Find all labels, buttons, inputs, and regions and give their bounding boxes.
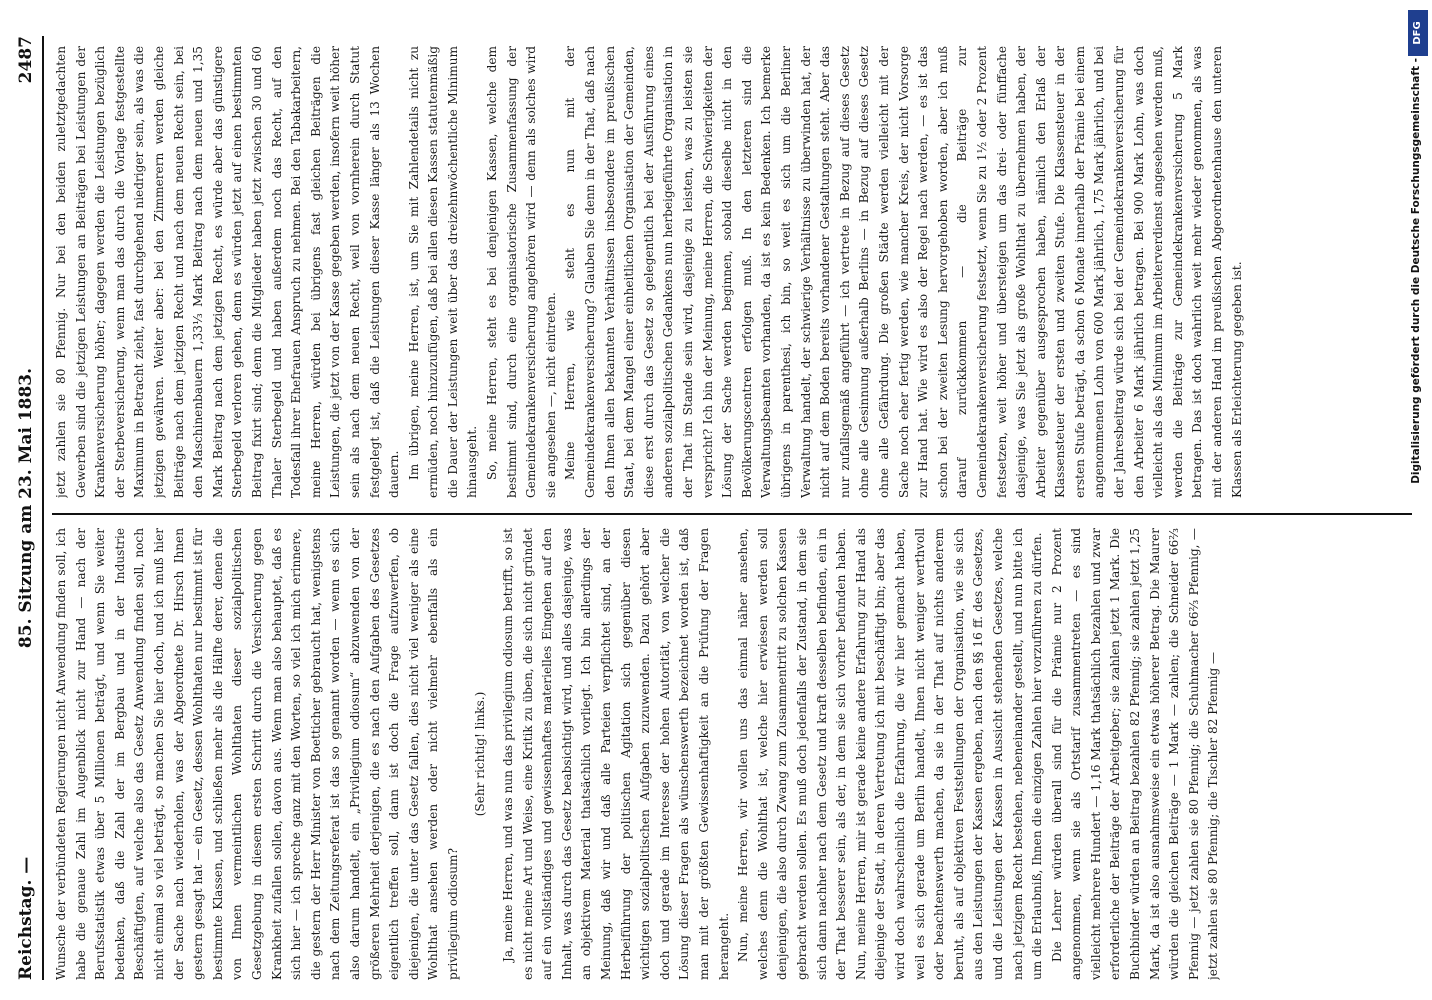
paragraph: Die Lehrer würden überall sind für die Prämie nur 2 Prozent angenommen, wenn sie als Ortstarif zusammentreten — es sind vielleicht mehrere Hundert — 1,16 Mark thatsächlich bezahlen und zwar erforderliche der Beiträge der Arbeitgeber; sie zahlen jetzt 1 Mark. Die Buchbinder würden an Beitrag bezahlen 82 Pfennig; sie zahlen jetzt 1,25 Mark, da ist also ausnahmsweise ein etwas höherer Betrag. Die Maurer würden die gleichen Beiträge — 1 Mark — zahlen; die Schneider 66⅔ Pfennig — jetzt zahlen sie 80 Pfennig; die Schuhmacher 66⅔ Pfennig, — jetzt zahlen sie 80 Pfennig; die Tischler 82 Pfennig —: [1049, 528, 1221, 980]
paragraph: Meine Herren, wie steht es nun mit der Gemeindekrankenversicherung? Glauben Sie denn in der That, daß nach den Ihnen allen bekannten Verhältnissen insbesondere im preußischen Staat, bei dem Mangel einer einheitlichen Organisation der Gemeinden, diese erst durch das Gesetz so gelegentlich bei der Ausführung eines anderen sozialpolitischen Gedankens nun herbeigeführte Organisation in der That im Stande sein wird, dasjenige zu leisten, was zu leisten sie verspricht? Ich bin der Meinung, meine Herren, die Schwierigkeiten der Lösung der Sache werden beginnen, sobald dieselbe nicht in den Bevölkerungscentren erfolgen muß. In den letzteren sind die Verwaltungsbeamten vorhanden, da ist es kein Bedenken. Ich bemerke übrigens in parenthesi, ich bin, so weit es sich um die Berliner Verwaltung handelt, der schwierige Verhältnisse zu überwinden hat, der nicht auf dem Boden bereits vorhandener Gestaltungen steht. Aber das nur zufallsgemäß angeführt — ich vertrete in Bezug auf dieses Gesetz ohne alle Gesinnung außerhalb Berlins — in Bezug auf dieses Gesetz ohne alle Gefährdung. Die großen Städte werden vielleicht mit der Sache noch eher fertig werden, wie mancher Kreis, der nicht Vorsorge zur Hand hat. Wie wird es also der Regel nach werden, — es ist das schon bei der zweiten Lesung hervorgehoben worden, aber ich muß darauf zurückkommen — die Beiträge zur Gemeindekrankenversicherung festsetzt, wenn Sie zu 1½ oder 2 Prozent festsetzen, weit höher und übersteigen um das drei- oder fünffache dasjenige, was Sie jetzt als große Wohlthat zu übernehmen haben, der Arbeiter gegenüber ausgesprochen haben, nämlich den Erlaß der Klassensteuer der ersten und zweiten Stufe. Die Klassensteuer in der ersten Stufe beträgt, da schon 6 Monate innerhalb der Prämie bei einem angenommenen Lohn von 600 Mark jährlich, 1,75 Mark jährlich, und bei der Jahresbeitrag würde sich bei der Gemeindekrankenversicherung für den Arbeiter 6 Mark jährlich betragen. Bei 900 Mark Lohn, was doch vielleicht als das Minimum im Arbeiterverdienst angesehen werden muß, werden die Beiträge zur Gemeindekrankenversicherung 5 Mark betragen. Das ist doch wahrlich weit mehr wieder genommen, als was mit der anderen Hand im preußischen Abgeordnetenhause den unteren Klassen als Erleichterung gegeben ist.: [563, 46, 1244, 498]
dfg-logo: [1408, 10, 1428, 56]
running-title: Reichstag. —: [16, 856, 36, 980]
paragraph: Wunsche der verbündeten Regierungen nicht Anwendung finden soll, ich habe die genaue Zahl im Augenblick nicht zur Hand — nach der Berufsstatistik etwas über 5 Millionen beträgt, und wenn Sie weiter bedenken, daß die Zahl der im Bergbau und in der Industrie Beschäftigten, auf welche also das Gesetz Anwendung finden soll, noch nicht einmal so viel beträgt, so machen Sie hier doch, und ich muß hier der Sache nach wiederholen, was der Abgeordnete Dr. Hirsch Ihnen gestern gesagt hat — ein Gesetz, dessen Wohlthaten nur bestimmt ist für bestimmte Klassen, und schließen mehr als die Hälfte derer, denen die von Ihnen vermeintlichen Wohlthaten dieser sozialpolitischen Gesetzgebung in diesem ersten Schritt durch die Versicherung gegen Krankheit zufallen sollen, davon aus. Wenn man also behauptet, daß es sich hier — ich spreche ganz mit den Worten, so viel ich mich erinnere, die gestern der Herr Minister von Boetticher gebraucht hat, wenigstens nach dem Zeitungsreferat ist das so genannt worden — wenn es sich also darum handelt, ein „Privilegium odiosum“ abzuwenden von der größeren Mehrheit derjenigen, die es nach den Aufgaben des Gesetzes eigentlich treffen soll, dann ist doch die Frage aufzuwerfen, ob diejenigen, die unter das Gesetz fallen, dies nicht viel weniger als eine Wohlthat ansehen werden oder nicht vielmehr ebenfalls als ein privilegium odiosum?: [54, 528, 460, 980]
funding-notice: Digitalisierung gefördert durch die Deutsche Forschungsgemeinschaft -: [1410, 58, 1422, 484]
paragraph: So, meine Herren, steht es bei denjenigen Kassen, welche dem bestimmt sind, durch eine organisatorische Zusammenfassung der Gemeindekrankenversicherung angehören wird — denn als solches wird sie angesehen —, nicht eintreten.: [485, 46, 558, 498]
paragraph: jetzt zahlen sie 80 Pfennig. Nur bei den beiden zuletztgedachten Gewerben sind die jetzigen Leistungen an Beiträgen bei Leistungen der Krankenversicherung höher; dagegen werden die Leistungen bezüglich der Sterbeversicherung, wenn man das durch die Vorlage festgestellte Maximum in Betracht zieht, fast durchgehend niedriger sein, als was die jetzigen gewähren. Weiter aber: bei den Zimmerern werden gleiche Beiträge nach dem jetzigen Recht und nach dem neuen Recht sein, bei den Maschinenbauern 1,33⅓ Mark Beitrag nach dem neuen und 1,35 Mark Beitrag nach dem jetzigen Recht, es würde aber das günstigere Sterbegeld verloren gehen, denn es würden jetzt auf einen bestimmten Beitrag fixirt sind; denn die Mitglieder haben jetzt zwischen 30 und 60 Thaler Sterbegeld und haben außerdem noch das Recht, auf den Todesfall ihrer Ehefrauen Anspruch zu nehmen. Bei den Tabakarbeitern, meine Herren, würden bei übrigens fast gleichen Beiträgen die Leistungen, die jetzt von der Kasse gegeben werden, insofern weit höher sein als nach dem neuen Recht, weil von vornherein durch Statut festgelegt ist, daß die Leistungen dieser Kasse länger als 13 Wochen dauern.: [54, 46, 402, 498]
right-column: [52, 46, 1412, 498]
dfg-logo-text: DFG: [1412, 21, 1423, 45]
interjection: (Sehr richtig! links.): [473, 691, 488, 817]
page-header: [10, 36, 44, 980]
page-number: 2487: [16, 36, 36, 84]
paragraph: Nun, meine Herren, wir wollen uns das einmal näher ansehen, welches denn die Wohlthat ist, welche hier erwiesen werden soll denjenigen, die also durch Zwang zum Zusammentritt zu solchen Kassen gebracht werden sollen. Es muß doch jedenfalls der Zustand, in dem sie sich dann nachher nach dem Gesetz und kraft desselben befinden, ein in der That besserer sein, als der, in dem sie sich vorher befunden haben. Nun, meine Herren, mir ist gerade keine andere Erfahrung zur Hand als diejenige der Stadt, in deren Vertretung ich mit beschäftigt bin; aber das wird doch wahrscheinlich die Erfahrung, die wir hier gemacht haben, weil es sich gerade um Berlin handelt, Ihnen nicht weniger werthvoll oder beachtenswerth machen, da sie in der That auf nichts anderem beruht, als auf objektiven Feststellungen der Organisation, wie sie sich aus den Leistungen der Kassen ergeben, nach den §§ 16 ff. des Gesetzes, und die Leistungen der Kassen in Aussicht stehenden Gesetzes, welche nach jetzigem Recht bestehen, nebeneinander gestellt, und nun bitte ich um die Erlaubniß, Ihnen die einzigen Zahlen hier vorzuführen zu dürfen.: [736, 528, 1045, 980]
paragraph: Ja, meine Herren, und was nun das privilegium odiosum betrifft, so ist es nicht meine Art und Weise, eine Kritik zu üben, die sich nicht gründet auf ein vollständiges und gewissenhaftes materielles Eingehen auf den Inhalt, was durch das Gesetz beabsichtigt wird, und alles dasjenige, was an objektivem Material thatsächlich vorliegt. Ich bin allerdings der Meinung, daß wir und daß alle Parteien verpflichtet sind, an der Herbeiführung der politischen Agitation sich gegenüber diesen wichtigen sozialpolitischen Aufgaben zuzuwenden. Dazu gehört aber doch und gerade im Interesse der hohen Autorität, von welcher die Lösung dieser Fragen als wünschenswerth bezeichnet worden ist, daß man mit der größten Gewissenhaftigkeit an die Prüfung der Fragen herangeht.: [501, 528, 731, 980]
session-title: 85. Sitzung am 23. Mai 1883.: [16, 367, 36, 649]
left-column: [52, 528, 1412, 980]
paragraph: Im übrigen, meine Herren, ist, um Sie mit Zahlendetails nicht zu ermüden, noch hinzuzufügen, daß bei allen diesen Kassen statutenmäßig die Dauer der Leistungen weit über das dreizehnwöchentliche Minimum hinausgeht.: [406, 46, 480, 498]
column-divider: [52, 513, 1412, 515]
digitization-footer: [1400, 0, 1432, 1000]
